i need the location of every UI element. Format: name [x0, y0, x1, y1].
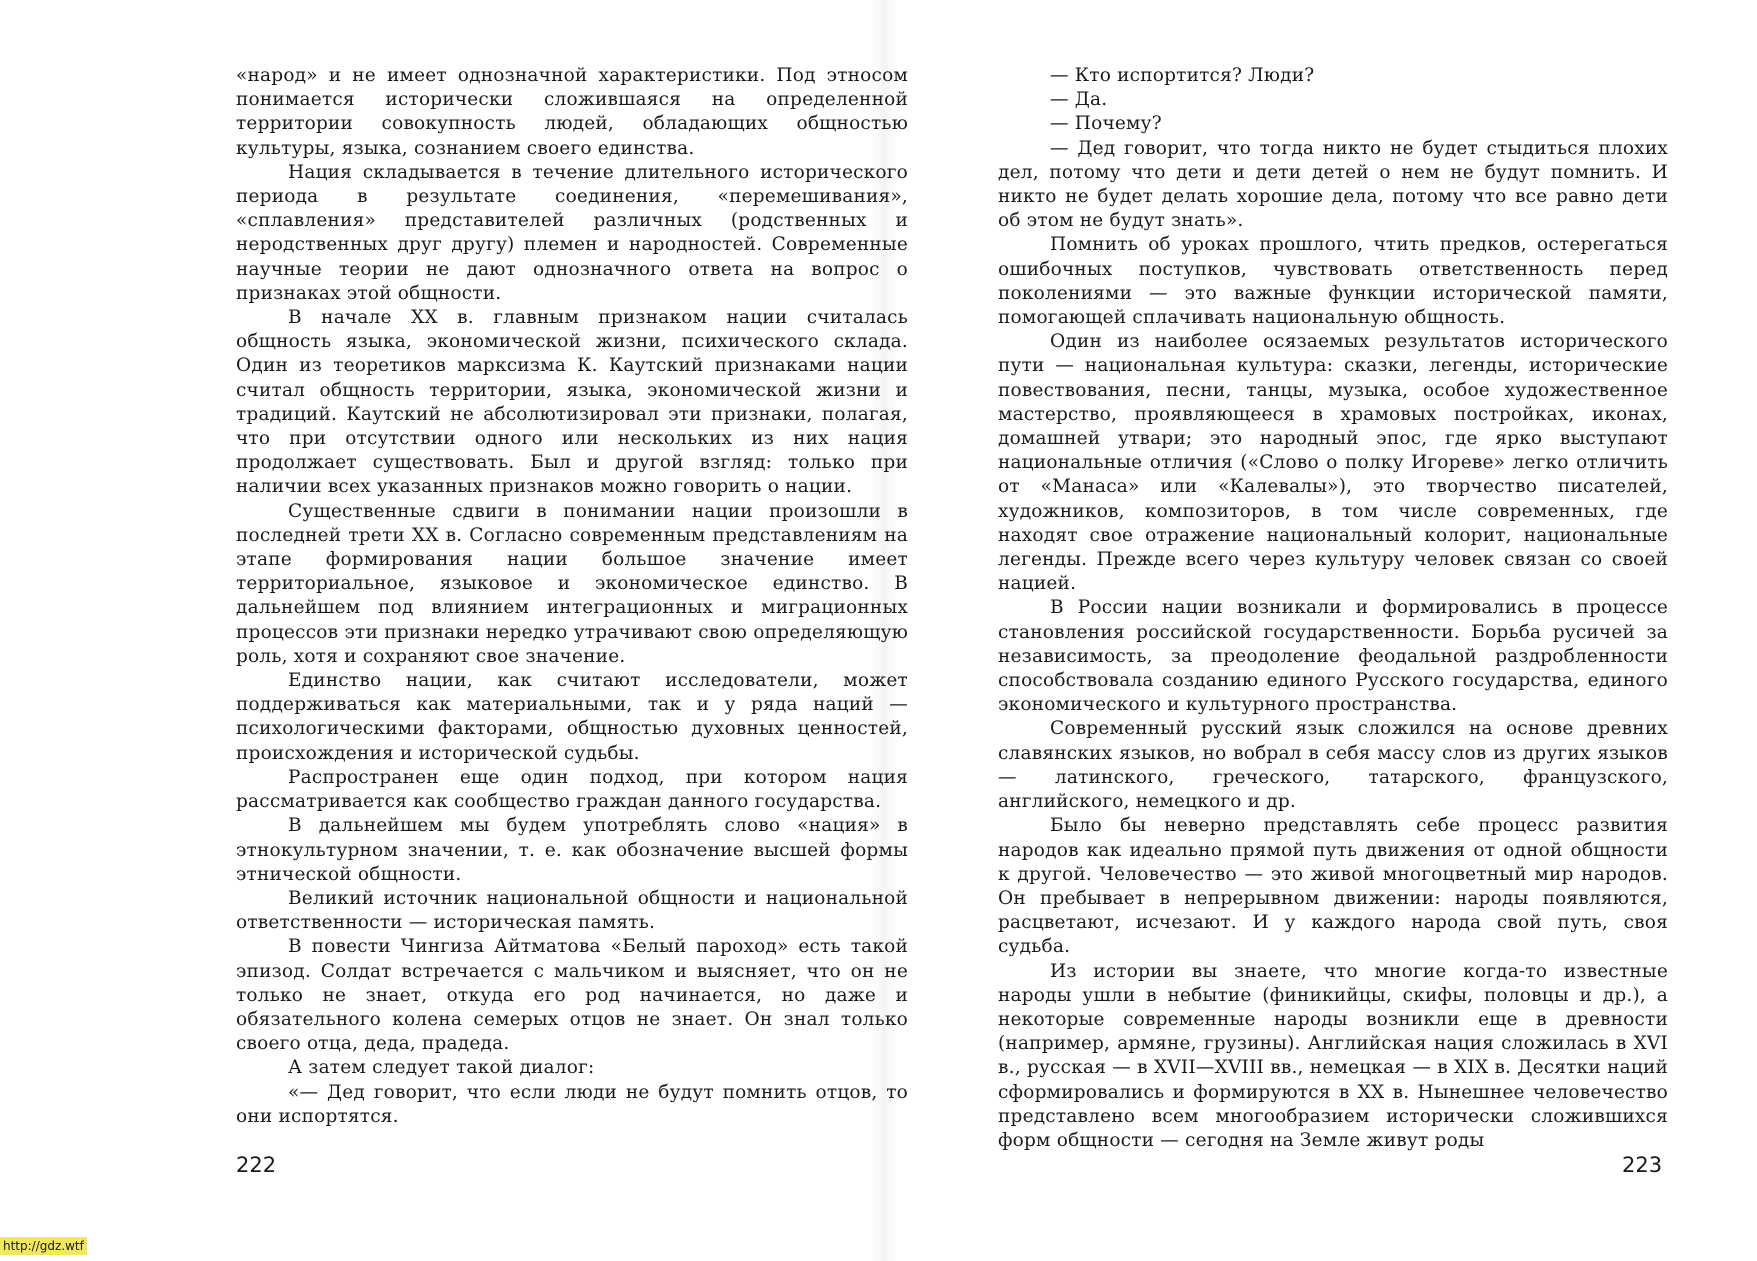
dialog-line: — Да.	[1050, 89, 1108, 111]
paragraph: В начале XX в. главным признаком нации считалась общность языка, экономической жизни, психического склада. Один из теоретиков марксизма К. Каутский признаками нации считал общность территории, языка, экономической жизни и традиций. Каутский не абсолютизировал эти признаки, полагая, что при отсутствии одного или нескольких из них нация продолжает существовать. Был и другой взгляд: только при наличии всех указанных признаков можно говорить о нации.	[236, 307, 908, 498]
page-number-right: 223	[1622, 1153, 1663, 1177]
paragraph: Распространен еще один подход, при котором нация рассматривается как сообщество граждан данного государства.	[236, 766, 908, 813]
paragraph: «народ» и не имеет однозначной характеристики. Под этносом понимается исторически сложившаяся на определенной территории совокупность людей, обладающих общностью культуры, языка, сознанием своего единства.	[236, 65, 908, 159]
page-number-left: 222	[236, 1153, 277, 1177]
paragraph: Великий источник национальной общности и национальной ответственности — историческая память.	[236, 887, 908, 934]
paragraph: А затем следует такой диалог:	[288, 1057, 595, 1079]
paragraph: В дальнейшем мы будем употреблять слово «нация» в этнокультурном значении, т. е. как обозначение высшей формы этнической общности.	[236, 815, 908, 885]
paragraph: Помнить об уроках прошлого, чтить предков, остерегаться ошибочных поступков, чувствовать ответственность перед поколениями — это важные функции исторической памяти, помогающей сплачивать национальную общность.	[998, 234, 1668, 329]
paragraph: Один из наиболее осязаемых результатов исторического пути — национальная культура: сказки, легенды, исторические повествования, песни, танцы, музыка, особое художественное мастерство, проявляющееся в храмовых постройках, иконах, домашней утвари; это народный эпос, где ярко выступают национальные отличия («Слово о полку Игореве» легко отличить от «Манаса» или «Калевалы»), это творчество писателей, художников, композиторов, в том числе современных, где находят свое отражение национальный колорит, национальные легенды. Прежде всего через культуру человек связан со своей нацией.	[998, 331, 1668, 595]
paragraph: Современный русский язык сложился на основе древних славянских языков, но вобрал в себя массу слов из других языков — латинского, греческого, татарского, французского, английского, немецкого и др.	[998, 718, 1668, 813]
paragraph: Из истории вы знаете, что многие когда-то известные народы ушли в небытие (финикийцы, скифы, половцы и др.), а некоторые современные народы возникли еще в древности (например, армяне, грузины). Английская нация сложилась в XVI в., русская — в XVII—XVIII вв., немецкая — в XIX в. Десятки наций сформировались и формируются в XX в. Нынешнее человечество представлено всем многообразием исторически сложившихся форм общности — сегодня на Земле живут роды	[998, 960, 1668, 1151]
paragraph: Единство нации, как считают исследователи, может поддерживаться как материальными, так и у ряда наций — психологическими факторами, общностью духовных ценностей, происхождения и исторической судьбы.	[236, 670, 908, 764]
paragraph: В повести Чингиза Айтматова «Белый пароход» есть такой эпизод. Солдат встречается с мальчиком и выясняет, что он не только не знает, откуда его род начинается, но даже и обязательного колена семерых отцов не знает. Он знал только своего отца, деда, прадеда.	[236, 936, 908, 1055]
dialog-line: — Кто испортится? Люди?	[1050, 65, 1315, 86]
dialog-line: — Дед говорит, что тогда никто не будет стыдиться плохих дел, потому что дети и дети детей о нем не будут помнить. И никто не будет делать хорошие дела, потому что все равно дети об этом не будут знать».	[998, 137, 1668, 232]
right-page	[998, 64, 1668, 1153]
paragraph: Нация складывается в течение длительного исторического периода в результате соединения, «перемешивания», «сплавления» представителей различных (родственных и неродственных друг другу) племен и народностей. Современные научные теории не дают однозначного ответа на вопрос о признаках этой общности.	[236, 161, 908, 304]
paragraph: В России нации возникали и формировались в процессе становления российской государственности. Борьба русичей за независимость, за преодоление феодальной раздробленности способствовала созданию единого Русского государства, единого экономического и культурного пространства.	[998, 597, 1668, 716]
paragraph: Было бы неверно представлять себе процесс развития народов как идеально прямой путь движения от одной общности к другой. Человечество — это живой многоцветный мир народов. Он пребывает в непрерывном движении: народы появляются, расцветают, исчезают. И у каждого народа свой путь, своя судьба.	[998, 815, 1668, 958]
watermark-link[interactable]: http://gdz.wtf	[0, 1237, 87, 1255]
left-page	[236, 64, 908, 1129]
paragraph: Существенные сдвиги в понимании нации произошли в последней трети XX в. Согласно современным представлениям на этапе формирования нации большое значение имеет территориальное, языковое и экономическое единство. В дальнейшем под влиянием интеграционных и миграционных процессов эти признаки нередко утрачивают свою определяющую роль, хотя и сохраняют свое значение.	[236, 500, 908, 667]
dialog-line: — Почему?	[1050, 113, 1162, 135]
paragraph: «— Дед говорит, что если люди не будут помнить отцов, то они испортятся.	[236, 1081, 908, 1127]
